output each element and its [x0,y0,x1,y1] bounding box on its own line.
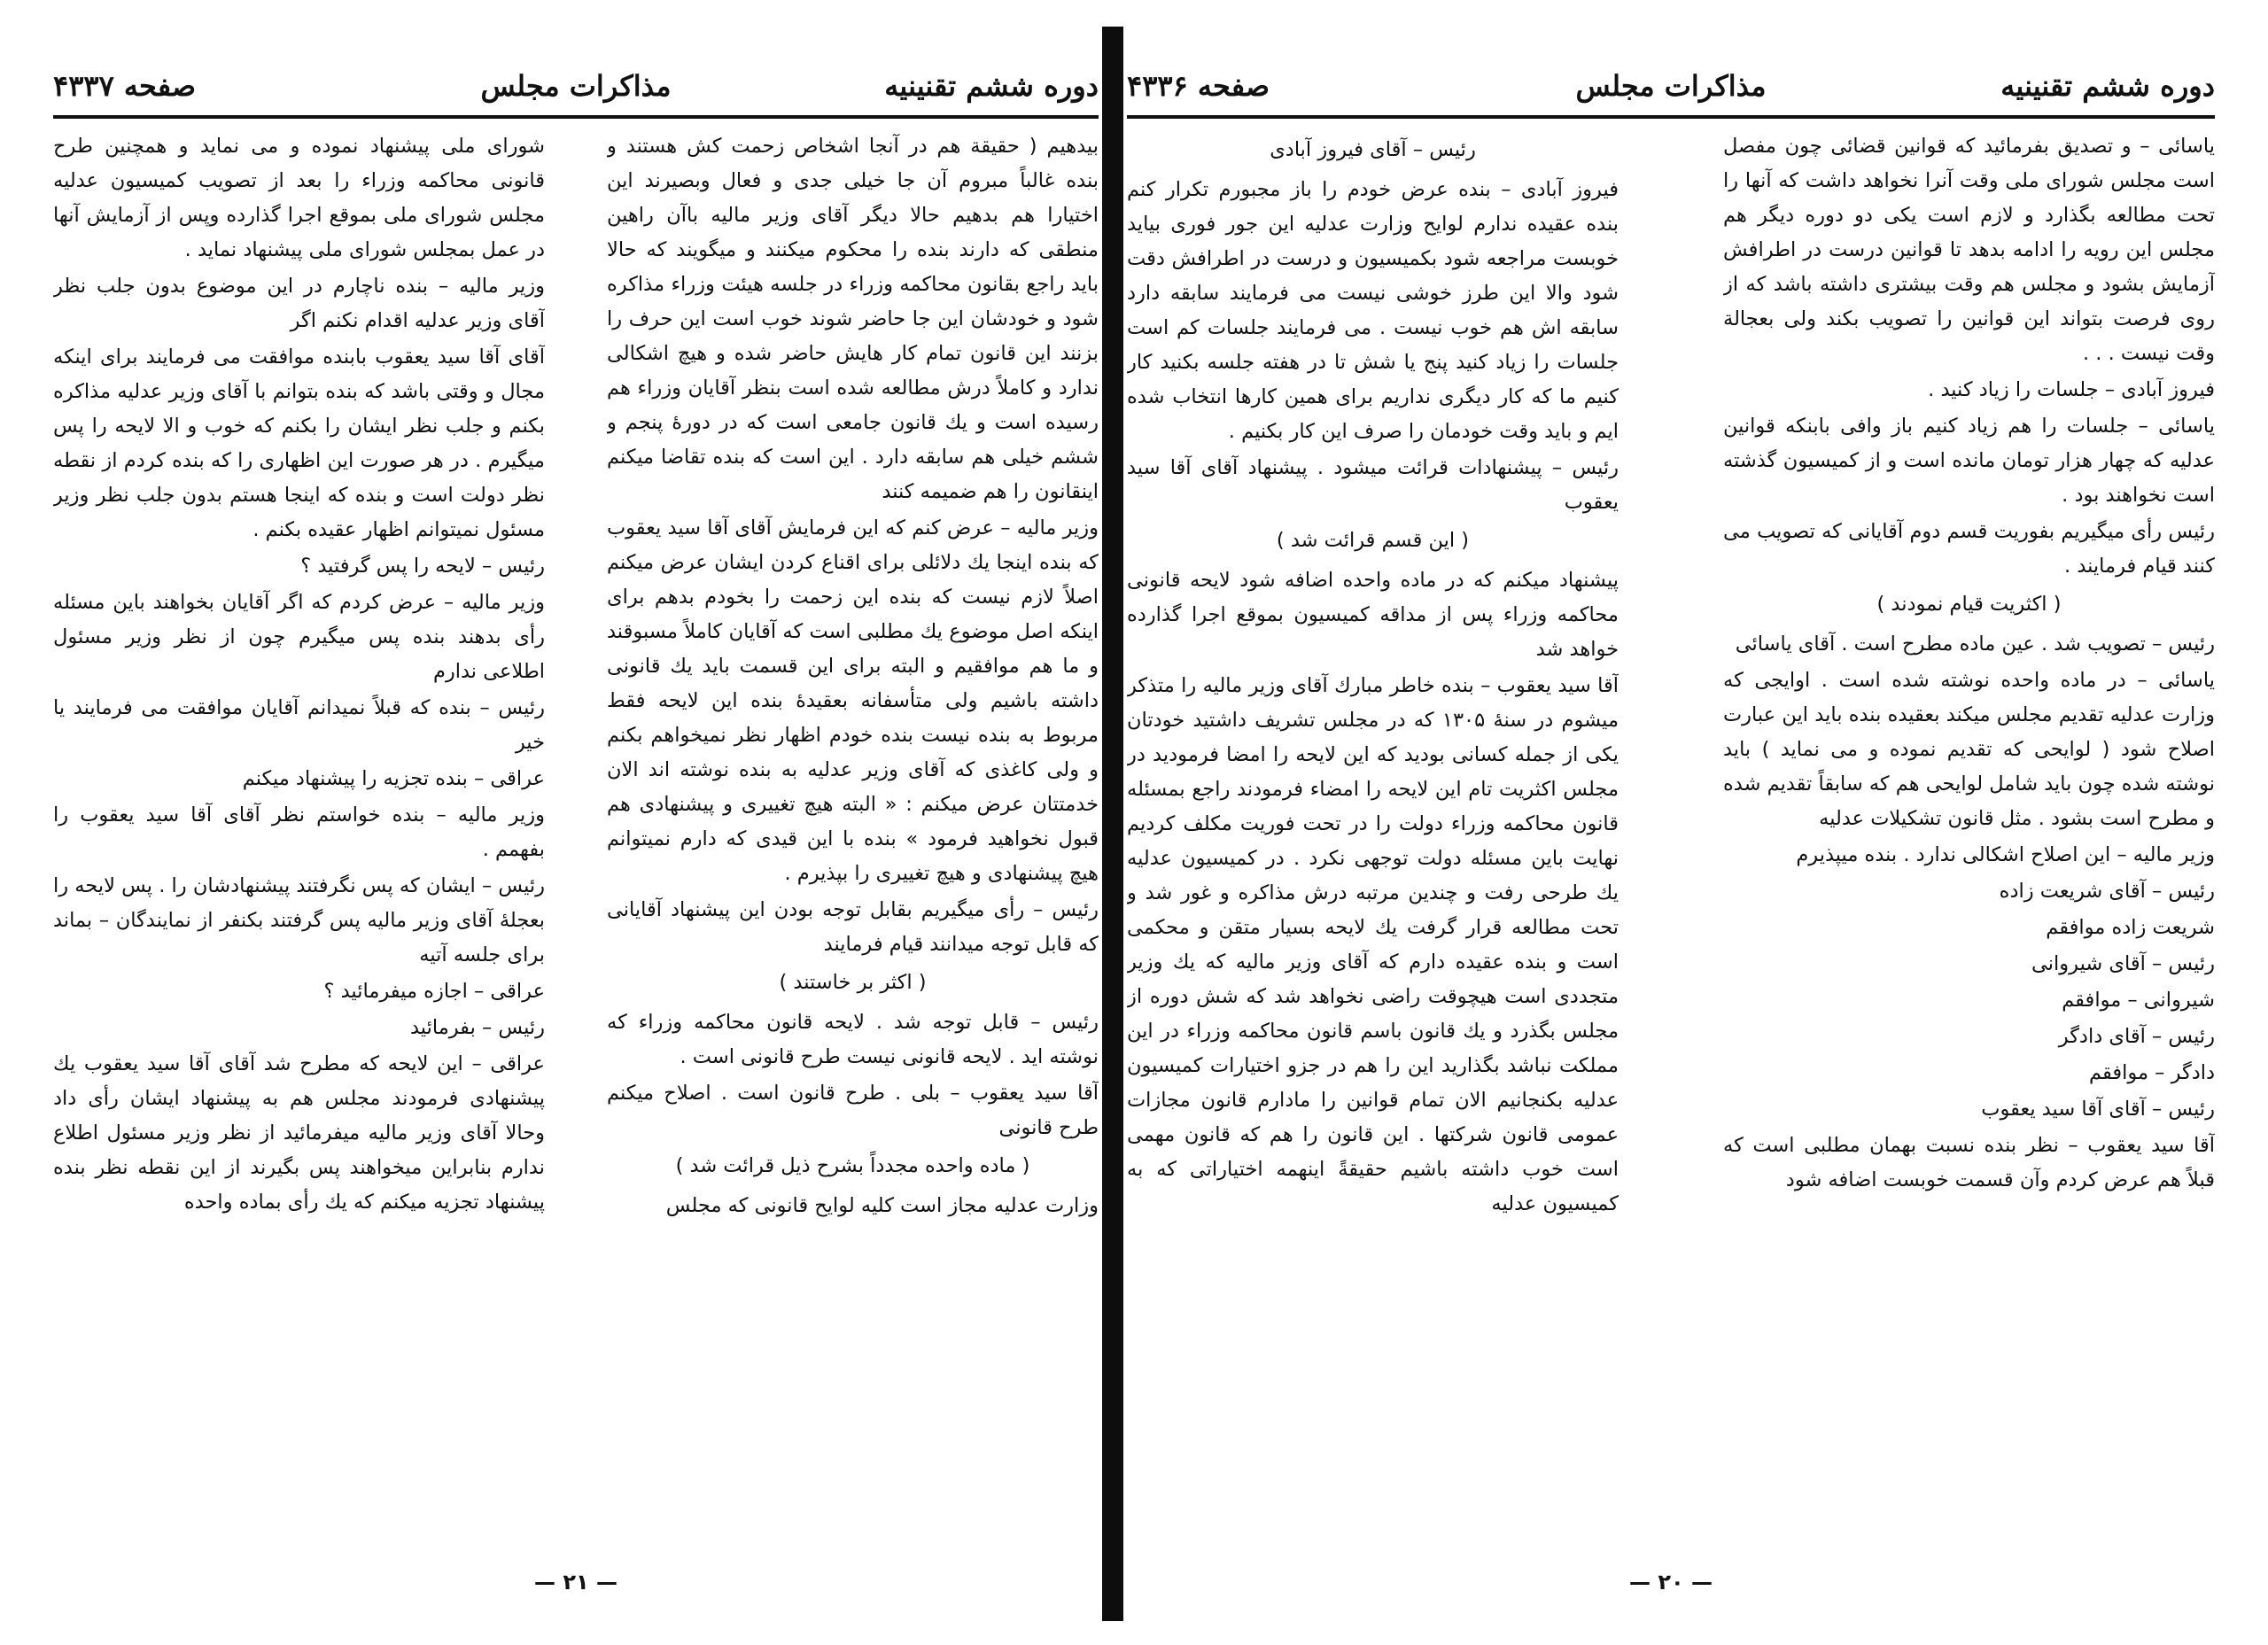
paragraph: پیشنهاد میکنم که در ماده واحده اضافه شود لایحه قانونی محاکمه وزراء پس از مداقه کمیسیون بموقع اجرا گذارده خواهد شد [1127,569,1619,661]
paragraph: یاسائی – در ماده واحده نوشته شده است . اوایجی که وزارت عدلیه تقدیم مجلس میکند بعقیده بنده باید این عبارت اصلاح شود ( لوایحی که تقدیم نموده و می نماید ) باید نوشته شده چون باید شامل لوایحی هم که سابقاً تقدیم شده و مطرح است بشود . مثل قانون تشکیلات عدلیه [1723,669,2215,830]
paragraph: آقا سید یعقوب – بنده خاطر مبارك آقای وزیر مالیه را متذکر میشوم در سنهٔ ۱۳۰۵ که در مجلس تشریف داشتید خودتان یکی از جمله کسانی بودید که این لایحه را امضا فرمودید در مجلس اکثریت تام این لایحه را امضاء فرمودند راجع بمسئله قانون محاکمه وزراء دولت را در تحت فوریت مکلف کردیم نهایت باین مسئله دولت توجهی نکرد . در کمیسیون عدلیه یك طرحی رفت و چندین مرتبه درش مذاکره و غور شد و تحت مطالعه قرار گرفت یك لایحه بسیار متقن و محکمی است و بنده عقیده دارم که آقای وزیر مالیه که یك وزیر متجددی است هیچوقت راضی نخواهد شد که شش دوره از مجلس بگذرد و یك قانون باسم قانون محاکمه وزراء در این مملکت نباشد بگذارید این را هم در جزو اختیارات کمیسیون عدلیه بکنجانیم الان تمام قوانین را مادارم قانون مجازات عمومی قانون شرکتها . این قانون را هم که قانون مهمی است خوب داشته باشیم حقیقةً اینهمه اختیاراتی که به کمیسیون عدلیه [1127,674,1619,1215]
paragraph: رئیس – آقای آقا سید یعقوب [1981,1098,2215,1121]
left-page-left-column [53,129,545,1494]
paragraph: وزارت عدلیه مجاز است کلیه لوایح قانونی که مجلس [665,1194,1099,1217]
right-page-header [1127,66,2215,115]
paragraph: رئیس – آقای دادگر [2058,1025,2215,1048]
paragraph: رئیس – پیشنهادات قرائت میشود . پیشنهاد آقای آقا سید یعقوب [1127,456,1619,514]
paragraph: شیروانی – موافقم [2062,989,2215,1012]
paragraph: یاسائی – و تصدیق بفرمائید که قوانین قضائی چون مفصل است مجلس شورای ملی وقت آنرا نخواهد داشت که آنها را تحت مطالعه بگذارد و لازم است یکی دو دوره دیگر هم مجلس این رویه را ادامه بدهد تا قوانین درست در اطرافش آزمایش بشود و مجلس هم وقت بیشتری داشته باشد که از روی فرصت بتواند این قوانین را تصویب بکند ولی بعجالة وقت نیست . . . [1723,135,2215,365]
paragraph: آقا سید یعقوب – نظر بنده نسبت بهمان مطلبی است که قبلاً هم عرض کردم وآن قسمت خوبست اضافه شود [1723,1134,2215,1191]
paragraph: وزیر مالیه – این اصلاح اشکالی ندارد . بنده میپذیرم [1796,843,2215,866]
paragraph: شریعت زاده موافقم [2046,916,2215,939]
right-journal-title: دوره ششم تقنينيه [2000,69,2215,103]
paragraph: عراقی – اجازه میفرمائید ؟ [323,980,545,1003]
paragraph: یاسائی – جلسات را هم زیاد کنیم باز وافی بابنکه قوانین عدلیه که چهار هزار تومان مانده است و از کمیسیون گذشته است نخواهند بود . [1723,415,2215,507]
left-running-title: مذاكرات مجلس [480,69,672,103]
right-page-right-column [1723,129,2215,1494]
paragraph: رئیس – رأی میگیریم بقابل توجه بودن این پیشنهاد آقایانی که قابل توجه میدانند قیام فرمایند [607,898,1099,956]
paragraph: ( اکثریت قیام نمودند ) [1876,593,2062,616]
paragraph: عراقی – این لایحه که مطرح شد آقای آقا سید یعقوب یك پیشنهادی فرمودند مجلس هم به پیشنهاد ایشان رأی داد وحالا آقای وزیر مالیه میفرمائید از نظر وزیر مسئول اطلاع ندارم بنابراین میخواهند پس بگیرند از این نقطه نظر بنده پیشنهاد تجزیه میکنم که یك رأی بماده واحده [53,1052,545,1214]
paragraph: بیدهیم ( حقیقة هم در آنجا اشخاص زحمت کش هستند و بنده غالباً مبروم آن جا خیلی جدی و فعال وبصیرند این اختیارا هم بدهیم حالا دیگر آقای وزیر مالیه باآن راهین منطقی که دارند بنده را محکوم میکنند و میگویند که حالا باید راجع بقانون محاکمه وزراء در جلسه هیئت وزراء مذاکره شود و خودشان این جا حاضر شوند خوب است این حرف را بزنند این قانون تمام کار هایش حاضر شده و هیچ اشکالی ندارد و کاملاً درش مطالعه شده است بنظر آقایان وزراء هم رسیده است و یك قانون جامعی است که در دورهٔ پنجم و ششم خیلی هم سابقه دارد . این است که بنده تقاضا میکنم اینقانون را هم ضمیمه کنند [607,135,1099,503]
paragraph: ( این قسم قرائت شد ) [1276,529,1470,552]
right-running-title: مذاكرات مجلس [1575,69,1767,103]
left-page [53,53,1099,1595]
left-header-rule [53,115,1099,119]
paragraph: رئیس – آقای شیروانی [2031,952,2215,975]
paragraph: رئیس – لایحه را پس گرفتید ؟ [300,555,545,578]
paragraph: آقا سید یعقوب – بلی . طرح قانون است . اصلاح میکنم طرح قانونی [607,1082,1099,1139]
paragraph: رئیس – آقای شریعت زاده [1999,880,2215,903]
left-page-number: صفحه ۴۳۳۷ [53,69,197,103]
right-page [1127,53,2215,1595]
paragraph: رئیس – تصویب شد . عین ماده مطرح است . آقای یاسائی [1735,632,2215,656]
left-journal-title: دوره ششم تقنينيه [884,69,1099,103]
left-page-header [53,66,1099,115]
left-page-right-column [607,129,1099,1494]
paragraph: فیروز آبادی – جلسات را زیاد کنید . [1928,378,2215,401]
paragraph: فیروز آبادی – بنده عرض خودم را باز مجبورم تکرار کنم بنده عقیده ندارم لوایح وزارت عدلیه این جور فوری بیاید خوبست مراجعه شود بکمیسیون و درست در اطرافش دقت شود والا این طرز خوشی نیست می فرمایند سابقه دارد سابقه اش هم خوب نیست . می فرمایند جلسات کم است جلسات را زیاد کنید پنج یا شش تا در هفته جلسه بکنید کار کنیم ما که کار دیگری نداریم برای همین کارها انتخاب شده ایم و باید وقت خودمان را صرف این کار بکنیم . [1127,178,1619,443]
paragraph: وزیر مالیه – بنده خواستم نظر آقای آقا سید یعقوب را بفهمم . [53,803,545,861]
paragraph: شورای ملی پیشنهاد نموده و می نماید و همچنین طرح قانونی محاکمه وزراء را بعد از تصویب کمیسیون عدلیه مجلس شورای ملی بموقع اجرا گذارده وپس از آزمایش آنها در عمل بمجلس شورای ملی پیشنهاد نماید . [53,135,545,261]
paragraph: رئیس – قابل توجه شد . لایحه قانون محاکمه وزراء که نوشته اید . لایحه قانونی نیست طرح قانونی است . [607,1011,1099,1068]
paragraph: عراقی – بنده تجزیه را پیشنهاد میکنم [242,767,545,790]
right-page-folio: — ٢٠ — [1628,1570,1713,1595]
right-page-left-column [1127,129,1619,1494]
paragraph: ( ماده واحده مجدداً بشرح ذیل قرائت شد ) [675,1154,1030,1177]
paragraph: وزیر مالیه – عرض کنم که این فرمایش آقای آقا سید یعقوب که بنده اینجا یك دلائلی برای اقناع کردن ایشان عرض میکنم اصلاً لازم نیست که بنده این زحمت را بخودم بدهم برای اینکه اصل موضوع یك مطلبی است که آقایان کاملاً مسبوقند و ما هم موافقیم و البته برای این قسمت باید یك قانونی داشته باشیم ولی متأسفانه بعقیدهٔ بنده این لایحه فقط مربوط به بنده نیست بنده خودم اظهار نظر نمیخواهم بکنم و ولی کاغذی که آقای وزیر عدلیه به بنده نوشته اند الان خدمتتان عرض میکنم : « البته هیچ تغییری و پیشنهادی هم قبول نخواهید فرمود » بنده با این قیدی که دارم نمیتوانم هیچ پیشنهادی و هیچ تغییری را بپذیرم . [607,516,1099,885]
left-page-folio: — ٢١ — [533,1570,617,1595]
paragraph: وزیر مالیه – بنده ناچارم در این موضوع بدون جلب نظر آقای وزیر عدلیه اقدام نکنم اگر [53,275,545,332]
paragraph: رئیس رأی میگیریم بفوریت قسم دوم آقایانی که تصویب می کنند قیام فرمایند . [1723,520,2215,578]
paragraph: رئیس – بفرمائید [410,1016,545,1039]
paragraph: رئیس – بنده که قبلاً نمیدانم آقایان موافقت می فرمایند یا خیر [53,696,545,754]
paragraph: آقای آقا سید یعقوب بابنده موافقت می فرمایند برای اینکه مجال و وقتی باشد که بنده بتوانم با آقای وزیر عدلیه مذاکره بکنم و جلب نظر ایشان را بکنم که خوب و الا لایحه را پس میگیرم . در هر صورت این اظهاری را که بنده کردم از نقطه نظر دولت است و بنده که اینجا هستم بدون جلب نظر وزیر مسئول نمیتوانم اظهار عقیده بکنم . [53,345,545,541]
paragraph: وزیر مالیه – عرض کردم که اگر آقایان بخواهند باین مسئله رأی بدهند بنده پس میگیرم چون از نظر وزیر مسئول اطلاعی ندارم [53,591,545,683]
right-page-number: صفحه ۴۳۳۶ [1127,69,1270,103]
paragraph: رئیس – آقای فیروز آبادی [1270,138,1476,161]
paragraph: ( اکثر بر خاستند ) [779,971,927,994]
book-spine [1102,27,1123,1621]
paragraph: رئیس – ایشان که پس نگرفتند پیشنهادشان را . پس لایحه را بعجلهٔ آقای وزیر مالیه پس گرفتند بکنفر از نمایندگان – بماند برای جلسه آتیه [53,874,545,966]
paragraph: دادگر – موافقم [2088,1061,2215,1084]
right-header-rule [1127,115,2215,119]
